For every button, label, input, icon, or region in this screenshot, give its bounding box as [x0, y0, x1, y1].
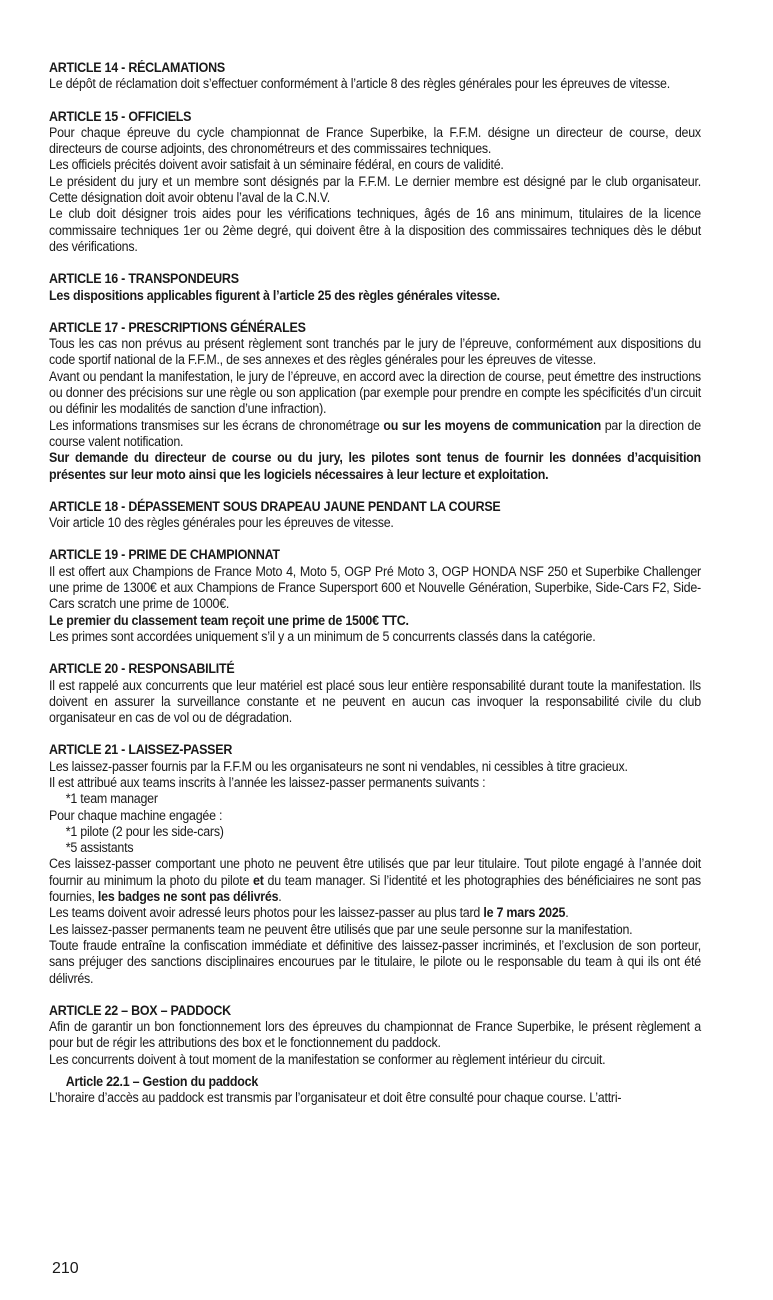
list-item: *1 pilote (2 pour les side-cars) [65, 823, 224, 839]
paragraph: Le président du jury et un membre sont désignés par la F.F.M. Le dernier membre est désigné par le club organisateur. Cette désignation doit avoir obtenu l’aval de la C.N.V. [49, 173, 701, 206]
paragraph: Le dépôt de réclamation doit s’effectuer conformément à l’article 8 des règles générales pour les épreuves de vitesse. [49, 76, 670, 92]
article-14 [49, 60, 701, 93]
subsection-title: Article 22.1 – Gestion du paddock [65, 1074, 259, 1090]
page-number: 210 [52, 1260, 79, 1277]
paragraph: Avant ou pendant la manifestation, le jury de l’épreuve, en accord avec la direction de course, peut émettre des instructions ou donner des précisions sur une règle ou son application (par exemple pour prendre en compte les spécificités d’un circuit ou définir les modalités de sanction d’une infraction). [49, 368, 701, 417]
article-title: ARTICLE 19 - PRIME DE CHAMPIONNAT [49, 547, 280, 563]
paragraph: Les laissez-passer permanents team ne peuvent être utilisés que par une seule personne sur la manifestation. [49, 921, 633, 937]
paragraph: Afin de garantir un bon fonctionnement lors des épreuves du championnat de France Superbike, le présent règlement a pour but de régir les attributions des box et le fonctionnement du paddock. [49, 1019, 701, 1051]
article-17 [49, 320, 701, 483]
paragraph: Le club doit désigner trois aides pour les vérifications techniques, âgés de 16 ans minimum, titulaires de la licence commissaire techniques 1er ou 2ème degré, qui doivent être à la disposition des commissaires techniques dès le début des vérifications. [49, 206, 701, 254]
paragraph: Les officiels précités doivent avoir satisfait à un séminaire fédéral, en cours de validité. [49, 157, 504, 173]
list-item: *5 assistants [65, 840, 134, 856]
article-title: ARTICLE 14 - RÉCLAMATIONS [49, 60, 225, 75]
article-21 [49, 742, 701, 986]
text-run-bold: le 7 mars 2025 [483, 905, 566, 921]
paragraph: Les primes sont accordées uniquement s’il y a un minimum de 5 concurrents classés dans la catégorie. [49, 628, 596, 644]
text-run: Les teams doivent avoir adressé leurs photos pour les laissez-passer au plus tard [49, 905, 484, 921]
text-run: du team manager. Si l’identité et les photographies des bénéficiaires ne sont pas fournies, [49, 872, 701, 905]
paragraph-bold: Sur demande du directeur de course ou du jury, les pilotes sont tenus de fournir les données d’acquisition présentes sur leur moto ainsi que les logiciels nécessaires à leur lecture et exploitation. [49, 450, 701, 482]
text-run: . [278, 889, 282, 905]
text-run-bold: les badges ne sont pas délivrés [97, 889, 279, 905]
article-title: ARTICLE 17 - PRESCRIPTIONS GÉNÉRALES [49, 319, 306, 335]
paragraph: Tous les cas non prévus au présent règlement sont tranchés par le jury de l’épreuve, conformément aux dispositions du code sportif national de la F.F.M., de ses annexes et des règles générales pour les épreuves de vitesse. [49, 336, 701, 368]
paragraph [49, 905, 701, 921]
paragraph: L’horaire d’accès au paddock est transmis par l’organisateur et doit être consulté pour chaque course. L’attri- [49, 1090, 622, 1106]
article-title: ARTICLE 15 - OFFICIELS [49, 108, 192, 124]
article-title: ARTICLE 20 - RESPONSABILITÉ [49, 661, 235, 677]
article-15 [49, 109, 701, 256]
paragraph: Pour chaque machine engagée : [49, 807, 223, 823]
paragraph: Pour chaque épreuve du cycle championnat de France Superbike, la F.F.M. désigne un directeur de course, deux directeurs de course adjoints, des chronométreurs et des commissaires techniques. [49, 124, 701, 157]
document-page [49, 60, 701, 1123]
paragraph: Les concurrents doivent à tout moment de la manifestation se conformer au règlement intérieur du circuit. [49, 1051, 606, 1067]
paragraph: Il est rappelé aux concurrents que leur matériel est placé sous leur entière responsabilité durant toute la manifestation. Ils doivent en assurer la surveillance constante et ne peuvent en aucun cas invoquer la responsabilité civile du club organisateur en cas de vol ou de dégradation. [49, 677, 701, 726]
list-item: *1 team manager [65, 791, 158, 807]
article-18 [49, 499, 701, 532]
article-title: ARTICLE 22 – BOX – PADDOCK [49, 1002, 231, 1018]
paragraph [49, 856, 701, 905]
article-16 [49, 271, 701, 304]
paragraph: Les laissez-passer fournis par la F.F.M ou les organisateurs ne sont ni vendables, ni cessibles à titre gracieux. [49, 758, 628, 774]
paragraph: Toute fraude entraîne la confiscation immédiate et définitive des laissez-passer incriminés, et l’exclusion de son porteur, sans préjuger des sanctions disciplinaires encourues par le titulaire, le pilote ou le responsable du team à qui ils ont été délivrés. [49, 937, 701, 986]
paragraph: Il est offert aux Champions de France Moto 4, Moto 5, OGP Pré Moto 3, OGP HONDA NSF 250 et Superbike Challenger une prime de 1300€ et aux Champions de France Supersport 600 et Nouvelle Génération, Superbike, Side-Cars F2, Side-Cars scratch une prime de 1000€. [49, 563, 701, 612]
article-20 [49, 661, 701, 726]
paragraph: Il est attribué aux teams inscrits à l’année les laissez-passer permanents suivants : [49, 774, 486, 790]
paragraph [49, 418, 701, 451]
text-run-bold: et [253, 872, 264, 888]
article-22 [49, 1003, 701, 1107]
text-run: . [565, 905, 569, 921]
paragraph-bold: Le premier du classement team reçoit une prime de 1500€ TTC. [49, 612, 409, 628]
article-title: ARTICLE 21 - LAISSEZ-PASSER [49, 742, 233, 758]
article-19 [49, 547, 701, 645]
article-title: ARTICLE 16 - TRANSPONDEURS [49, 271, 239, 287]
text-run: Les informations transmises sur les écrans de chronométrage [49, 417, 384, 433]
text-run: par la direction de course valent notification. [49, 417, 701, 449]
text-run-bold: ou sur les moyens de communication [383, 417, 601, 433]
text-run: Ces laissez-passer comportant une photo ne peuvent être utilisés que par leur titulaire. Tout pilote engagé à l’année doit fournir au minimum la photo du pilote [49, 856, 701, 888]
paragraph: Voir article 10 des règles générales pour les épreuves de vitesse. [49, 515, 394, 531]
article-title: ARTICLE 18 - DÉPASSEMENT SOUS DRAPEAU JAUNE PENDANT LA COURSE [49, 498, 501, 514]
paragraph-bold: Les dispositions applicables figurent à l’article 25 des règles générales vitesse. [49, 287, 500, 303]
